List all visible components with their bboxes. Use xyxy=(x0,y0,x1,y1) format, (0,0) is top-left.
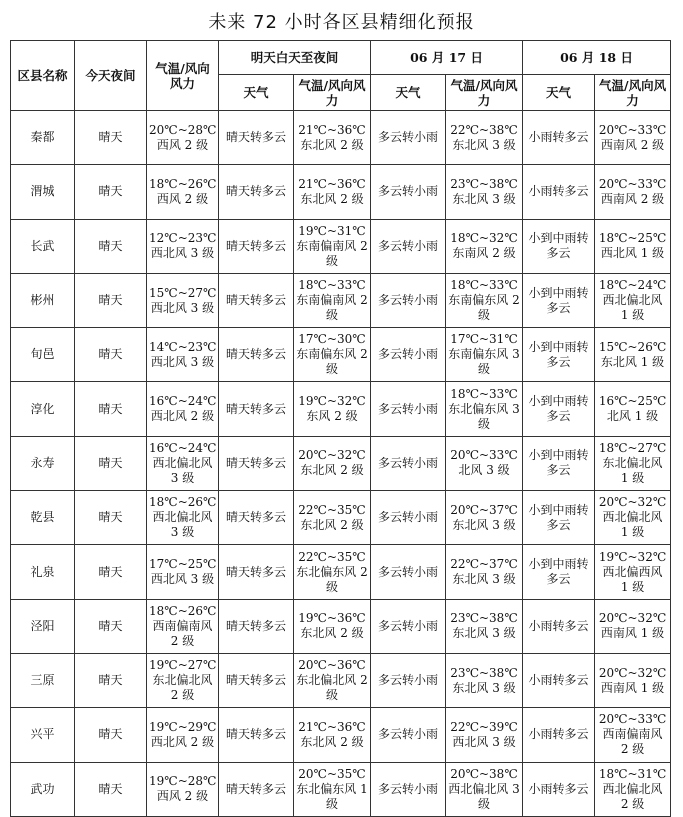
tonight-temp-wind-cell: 20℃~28℃西风 2 级 xyxy=(147,111,219,165)
header-row-1 xyxy=(11,41,671,75)
day2-temp-wind-cell: 17℃~31℃东南偏东风 3 级 xyxy=(446,328,523,382)
day3-weather-cell: 小雨转多云 xyxy=(523,653,595,707)
day2-temp-wind-cell: 22℃~37℃东北风 3 级 xyxy=(446,545,523,599)
day2-temp-wind-cell: 18℃~33℃东北偏东风 3 级 xyxy=(446,382,523,436)
day2-temp-wind-cell: 18℃~33℃东南偏东风 2 级 xyxy=(446,273,523,327)
county-cell: 乾县 xyxy=(11,491,75,545)
tomorrow-temp-wind-cell: 21℃~36℃东北风 2 级 xyxy=(294,165,371,219)
tonight-temp-wind-cell: 17℃~25℃西北风 3 级 xyxy=(147,545,219,599)
header-tonight: 今天夜间 xyxy=(75,41,147,111)
day3-weather-cell: 小雨转多云 xyxy=(523,762,595,816)
tonight-weather-cell: 晴天 xyxy=(75,111,147,165)
table-row xyxy=(11,165,671,219)
day3-weather-cell: 小雨转多云 xyxy=(523,708,595,762)
day3-temp-wind-cell: 20℃~33℃西南风 2 级 xyxy=(595,165,671,219)
tomorrow-weather-cell: 晴天转多云 xyxy=(219,545,294,599)
tonight-weather-cell: 晴天 xyxy=(75,708,147,762)
day2-temp-wind-cell: 23℃~38℃东北风 3 级 xyxy=(446,165,523,219)
header-tomorrow: 明天白天至夜间 xyxy=(219,41,371,75)
header-temp-wind: 气温/风向风力 xyxy=(147,41,219,111)
day2-weather-cell: 多云转小雨 xyxy=(371,545,446,599)
day2-weather-cell: 多云转小雨 xyxy=(371,762,446,816)
day2-temp-wind-cell: 22℃~39℃西北风 3 级 xyxy=(446,708,523,762)
day3-temp-wind-cell: 15℃~26℃东北风 1 级 xyxy=(595,328,671,382)
tonight-weather-cell: 晴天 xyxy=(75,599,147,653)
table-row xyxy=(11,599,671,653)
county-cell: 武功 xyxy=(11,762,75,816)
tomorrow-temp-wind-cell: 19℃~36℃东北风 2 级 xyxy=(294,599,371,653)
day2-weather-cell: 多云转小雨 xyxy=(371,491,446,545)
tomorrow-weather-cell: 晴天转多云 xyxy=(219,219,294,273)
page-title: 未来 72 小时各区县精细化预报 xyxy=(208,12,475,33)
day2-weather-cell: 多云转小雨 xyxy=(371,111,446,165)
day2-temp-wind-cell: 22℃~38℃东北风 3 级 xyxy=(446,111,523,165)
tonight-temp-wind-cell: 19℃~27℃东北偏北风 2 级 xyxy=(147,653,219,707)
table-row xyxy=(11,653,671,707)
county-cell: 长武 xyxy=(11,219,75,273)
tomorrow-weather-cell: 晴天转多云 xyxy=(219,599,294,653)
tomorrow-temp-wind-cell: 18℃~33℃东南偏南风 2 级 xyxy=(294,273,371,327)
forecast-table xyxy=(10,40,671,817)
day2-weather-cell: 多云转小雨 xyxy=(371,219,446,273)
tomorrow-temp-wind-cell: 17℃~30℃东南偏东风 2 级 xyxy=(294,328,371,382)
header-weather: 天气 xyxy=(371,75,446,111)
day3-weather-cell: 小雨转多云 xyxy=(523,599,595,653)
tonight-weather-cell: 晴天 xyxy=(75,545,147,599)
tomorrow-temp-wind-cell: 21℃~36℃东北风 2 级 xyxy=(294,708,371,762)
day2-temp-wind-cell: 23℃~38℃东北风 3 级 xyxy=(446,653,523,707)
day3-weather-cell: 小雨转多云 xyxy=(523,111,595,165)
tomorrow-weather-cell: 晴天转多云 xyxy=(219,708,294,762)
day3-weather-cell: 小到中雨转多云 xyxy=(523,273,595,327)
day2-weather-cell: 多云转小雨 xyxy=(371,382,446,436)
tomorrow-weather-cell: 晴天转多云 xyxy=(219,491,294,545)
day3-temp-wind-cell: 18℃~31℃西北偏北风 2 级 xyxy=(595,762,671,816)
day3-weather-cell: 小到中雨转多云 xyxy=(523,328,595,382)
tomorrow-temp-wind-cell: 20℃~32℃东北风 2 级 xyxy=(294,436,371,490)
tonight-weather-cell: 晴天 xyxy=(75,653,147,707)
day2-temp-wind-cell: 20℃~33℃北风 3 级 xyxy=(446,436,523,490)
tomorrow-weather-cell: 晴天转多云 xyxy=(219,273,294,327)
tonight-temp-wind-cell: 19℃~28℃西风 2 级 xyxy=(147,762,219,816)
day3-weather-cell: 小到中雨转多云 xyxy=(523,219,595,273)
header-day3: 06 月 18 日 xyxy=(523,41,671,75)
tonight-temp-wind-cell: 18℃~26℃西南偏南风 2 级 xyxy=(147,599,219,653)
day3-weather-cell: 小到中雨转多云 xyxy=(523,545,595,599)
day3-weather-cell: 小到中雨转多云 xyxy=(523,382,595,436)
day2-weather-cell: 多云转小雨 xyxy=(371,165,446,219)
header-weather: 天气 xyxy=(219,75,294,111)
day2-temp-wind-cell: 18℃~32℃东南风 2 级 xyxy=(446,219,523,273)
day2-weather-cell: 多云转小雨 xyxy=(371,273,446,327)
day2-weather-cell: 多云转小雨 xyxy=(371,599,446,653)
table-row xyxy=(11,382,671,436)
header-temp-wind-sub: 气温/风向风力 xyxy=(446,75,523,111)
header-temp-wind-sub: 气温/风向风力 xyxy=(294,75,371,111)
county-cell: 渭城 xyxy=(11,165,75,219)
tonight-temp-wind-cell: 18℃~26℃西北偏北风 3 级 xyxy=(147,491,219,545)
tomorrow-temp-wind-cell: 20℃~36℃东北偏北风 2 级 xyxy=(294,653,371,707)
day2-weather-cell: 多云转小雨 xyxy=(371,653,446,707)
header-county: 区县名称 xyxy=(11,41,75,111)
table-row xyxy=(11,219,671,273)
day3-temp-wind-cell: 20℃~33℃西南风 2 级 xyxy=(595,111,671,165)
table-row xyxy=(11,273,671,327)
county-cell: 旬邑 xyxy=(11,328,75,382)
tonight-temp-wind-cell: 18℃~26℃西风 2 级 xyxy=(147,165,219,219)
tonight-weather-cell: 晴天 xyxy=(75,273,147,327)
tomorrow-temp-wind-cell: 19℃~31℃东南偏南风 2 级 xyxy=(294,219,371,273)
tomorrow-weather-cell: 晴天转多云 xyxy=(219,762,294,816)
tonight-weather-cell: 晴天 xyxy=(75,219,147,273)
table-row xyxy=(11,491,671,545)
county-cell: 彬州 xyxy=(11,273,75,327)
day3-temp-wind-cell: 18℃~24℃西北偏北风 1 级 xyxy=(595,273,671,327)
day3-temp-wind-cell: 16℃~25℃北风 1 级 xyxy=(595,382,671,436)
tonight-temp-wind-cell: 19℃~29℃西北风 2 级 xyxy=(147,708,219,762)
tonight-temp-wind-cell: 15℃~27℃西北风 3 级 xyxy=(147,273,219,327)
table-row xyxy=(11,545,671,599)
tomorrow-weather-cell: 晴天转多云 xyxy=(219,165,294,219)
county-cell: 泾阳 xyxy=(11,599,75,653)
day2-weather-cell: 多云转小雨 xyxy=(371,436,446,490)
tonight-weather-cell: 晴天 xyxy=(75,491,147,545)
day2-temp-wind-cell: 20℃~38℃西北偏北风 3 级 xyxy=(446,762,523,816)
tonight-temp-wind-cell: 12℃~23℃西北风 3 级 xyxy=(147,219,219,273)
table-row xyxy=(11,762,671,816)
header-temp-wind-sub: 气温/风向风力 xyxy=(595,75,671,111)
day3-weather-cell: 小到中雨转多云 xyxy=(523,436,595,490)
county-cell: 礼泉 xyxy=(11,545,75,599)
day3-temp-wind-cell: 20℃~33℃西南偏南风 2 级 xyxy=(595,708,671,762)
tonight-weather-cell: 晴天 xyxy=(75,436,147,490)
tonight-temp-wind-cell: 14℃~23℃西北风 3 级 xyxy=(147,328,219,382)
day3-weather-cell: 小雨转多云 xyxy=(523,165,595,219)
county-cell: 兴平 xyxy=(11,708,75,762)
tomorrow-temp-wind-cell: 22℃~35℃东北风 2 级 xyxy=(294,491,371,545)
day3-temp-wind-cell: 20℃~32℃西南风 1 级 xyxy=(595,653,671,707)
tonight-temp-wind-cell: 16℃~24℃西北偏北风 3 级 xyxy=(147,436,219,490)
table-row xyxy=(11,708,671,762)
table-row xyxy=(11,111,671,165)
header-day2: 06 月 17 日 xyxy=(371,41,523,75)
day2-temp-wind-cell: 20℃~37℃东北风 3 级 xyxy=(446,491,523,545)
tonight-weather-cell: 晴天 xyxy=(75,762,147,816)
header-weather: 天气 xyxy=(523,75,595,111)
day2-temp-wind-cell: 23℃~38℃东北风 3 级 xyxy=(446,599,523,653)
day3-temp-wind-cell: 18℃~25℃西北风 1 级 xyxy=(595,219,671,273)
tomorrow-temp-wind-cell: 21℃~36℃东北风 2 级 xyxy=(294,111,371,165)
table-row xyxy=(11,328,671,382)
tomorrow-weather-cell: 晴天转多云 xyxy=(219,328,294,382)
tomorrow-weather-cell: 晴天转多云 xyxy=(219,382,294,436)
day3-temp-wind-cell: 20℃~32℃西北偏北风 1 级 xyxy=(595,491,671,545)
day2-weather-cell: 多云转小雨 xyxy=(371,708,446,762)
county-cell: 三原 xyxy=(11,653,75,707)
tonight-weather-cell: 晴天 xyxy=(75,328,147,382)
table-row xyxy=(11,436,671,490)
day2-weather-cell: 多云转小雨 xyxy=(371,328,446,382)
day3-temp-wind-cell: 19℃~32℃西北偏西风 1 级 xyxy=(595,545,671,599)
county-cell: 秦都 xyxy=(11,111,75,165)
tonight-weather-cell: 晴天 xyxy=(75,382,147,436)
county-cell: 淳化 xyxy=(11,382,75,436)
tonight-temp-wind-cell: 16℃~24℃西北风 2 级 xyxy=(147,382,219,436)
day3-weather-cell: 小到中雨转多云 xyxy=(523,491,595,545)
day3-temp-wind-cell: 20℃~32℃西南风 1 级 xyxy=(595,599,671,653)
tonight-weather-cell: 晴天 xyxy=(75,165,147,219)
tomorrow-temp-wind-cell: 22℃~35℃东北偏东风 2 级 xyxy=(294,545,371,599)
tomorrow-weather-cell: 晴天转多云 xyxy=(219,436,294,490)
tomorrow-temp-wind-cell: 20℃~35℃东北偏东风 1 级 xyxy=(294,762,371,816)
tomorrow-weather-cell: 晴天转多云 xyxy=(219,111,294,165)
tomorrow-weather-cell: 晴天转多云 xyxy=(219,653,294,707)
tomorrow-temp-wind-cell: 19℃~32℃东风 2 级 xyxy=(294,382,371,436)
day3-temp-wind-cell: 18℃~27℃东北偏北风 1 级 xyxy=(595,436,671,490)
county-cell: 永寿 xyxy=(11,436,75,490)
